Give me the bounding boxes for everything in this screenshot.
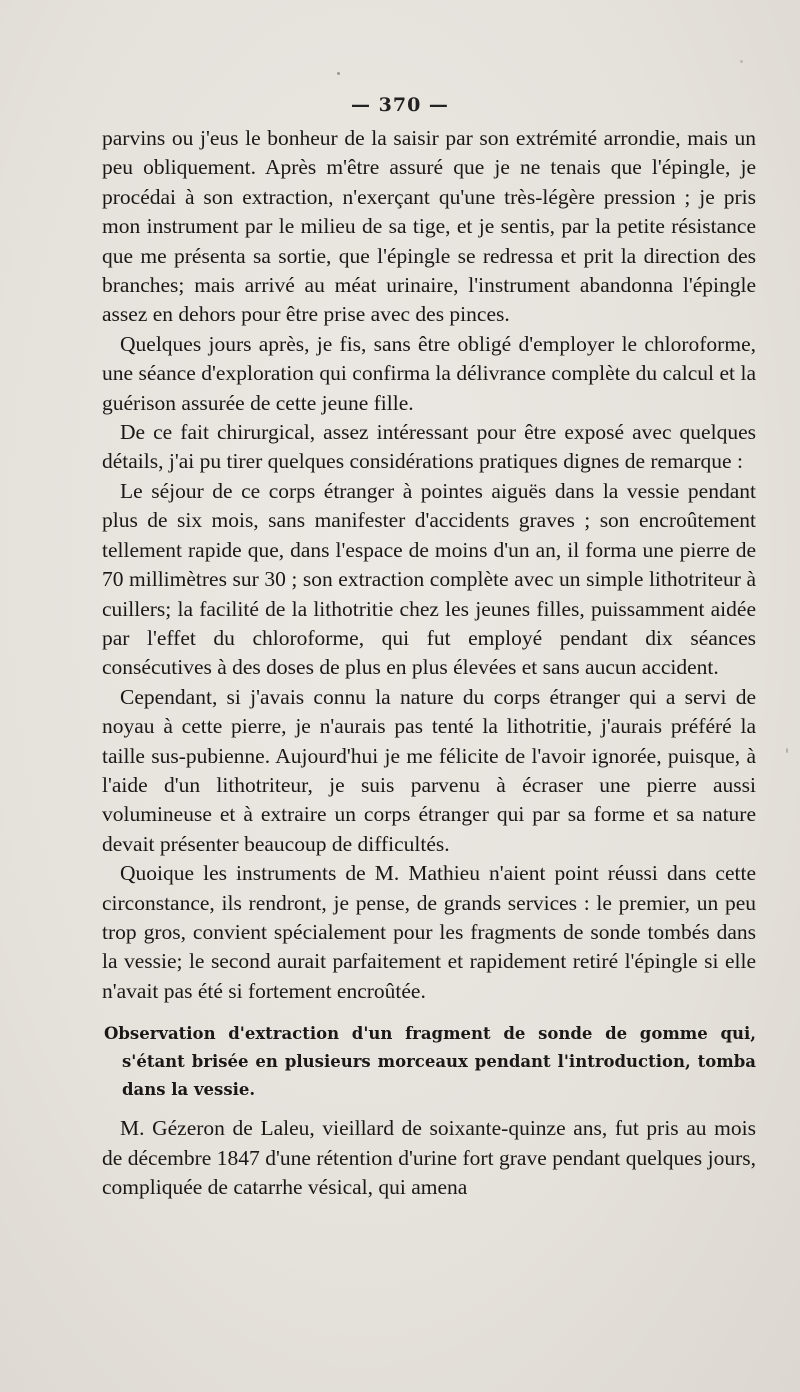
paragraph: parvins ou j'eus le bonheur de la saisir par son extrémité arrondie, mais un peu obliquement. Après m'être assuré que je ne tenais que l'épingle, je procédai à son extraction, n'exerçant qu'une très-légère pression ; je pris mon instrument par le milieu de sa tige, et je sentis, par la petite résistance que me présenta sa sortie, que l'épingle se redressa et prit la direction des branches; mais arrivé au méat urinaire, l'instrument abandonna l'épingle assez en dehors pour être prise avec des pinces.	[102, 126, 756, 327]
paper-speck	[337, 72, 340, 75]
paragraph: M. Gézeron de Laleu, vieillard de soixante-quinze ans, fut pris au mois de décembre 1847 d'une rétention d'urine fort grave pendant quelques jours, compliquée de catarrhe vésical, qui amena	[102, 1116, 756, 1199]
paragraph: De ce fait chirurgical, assez intéressant pour être exposé avec quelques détails, j'ai pu tirer quelques considérations pratiques dignes de remarque :	[102, 420, 756, 474]
observation-heading: Observation d'extraction d'un fragment de sonde de gomme qui, s'étant brisée en plusieurs morceaux pendant l'introduction, tomba dans la vessie.	[104, 1024, 756, 1100]
paragraph: Le séjour de ce corps étranger à pointes aiguës dans la vessie pendant plus de six mois, sans manifester d'accidents graves ; son encroûtement tellement rapide que, dans l'espace de moins d'un an, il forma une pierre de 70 millimètres sur 30 ; son extraction complète avec un simple lithotriteur à cuillers; la facilité de la lithotritie chez les jeunes filles, puissamment aidée par l'effet du chloroforme, qui fut employé pendant dix séances consécutives à des doses de plus en plus élevées et sans aucun accident.	[102, 478, 756, 680]
page-number: — 370 —	[351, 94, 449, 116]
body-text	[102, 124, 756, 1202]
paragraph: Cependant, si j'avais connu la nature du corps étranger qui a servi de noyau à cette pierre, je n'aurais pas tenté la lithotritie, j'aurais préféré la taille sus-pubienne. Aujourd'hui je me félicite de l'avoir ignorée, puisque, à l'aide d'un lithotriteur, je suis parvenu à écraser une pierre aussi volumineuse et à extraire un corps étranger qui par sa forme et sa nature devait présenter beaucoup de difficultés.	[102, 684, 756, 856]
paragraph: Quoique les instruments de M. Mathieu n'aient point réussi dans cette circonstance, ils rendront, je pense, de grands services : le premier, un peu trop gros, convient spécialement pour les fragments de sonde tombés dans la vessie; le second aurait parfaitement et rapidement retiré l'épingle si elle n'avait pas été si fortement encroûtée.	[102, 861, 756, 1003]
paragraph: Quelques jours après, je fis, sans être obligé d'employer le chloroforme, une séance d'exploration qui confirma la délivrance complète du calcul et la guérison assurée de cette jeune fille.	[102, 331, 756, 415]
paper-speck	[786, 748, 788, 753]
paper-speck	[740, 60, 743, 63]
